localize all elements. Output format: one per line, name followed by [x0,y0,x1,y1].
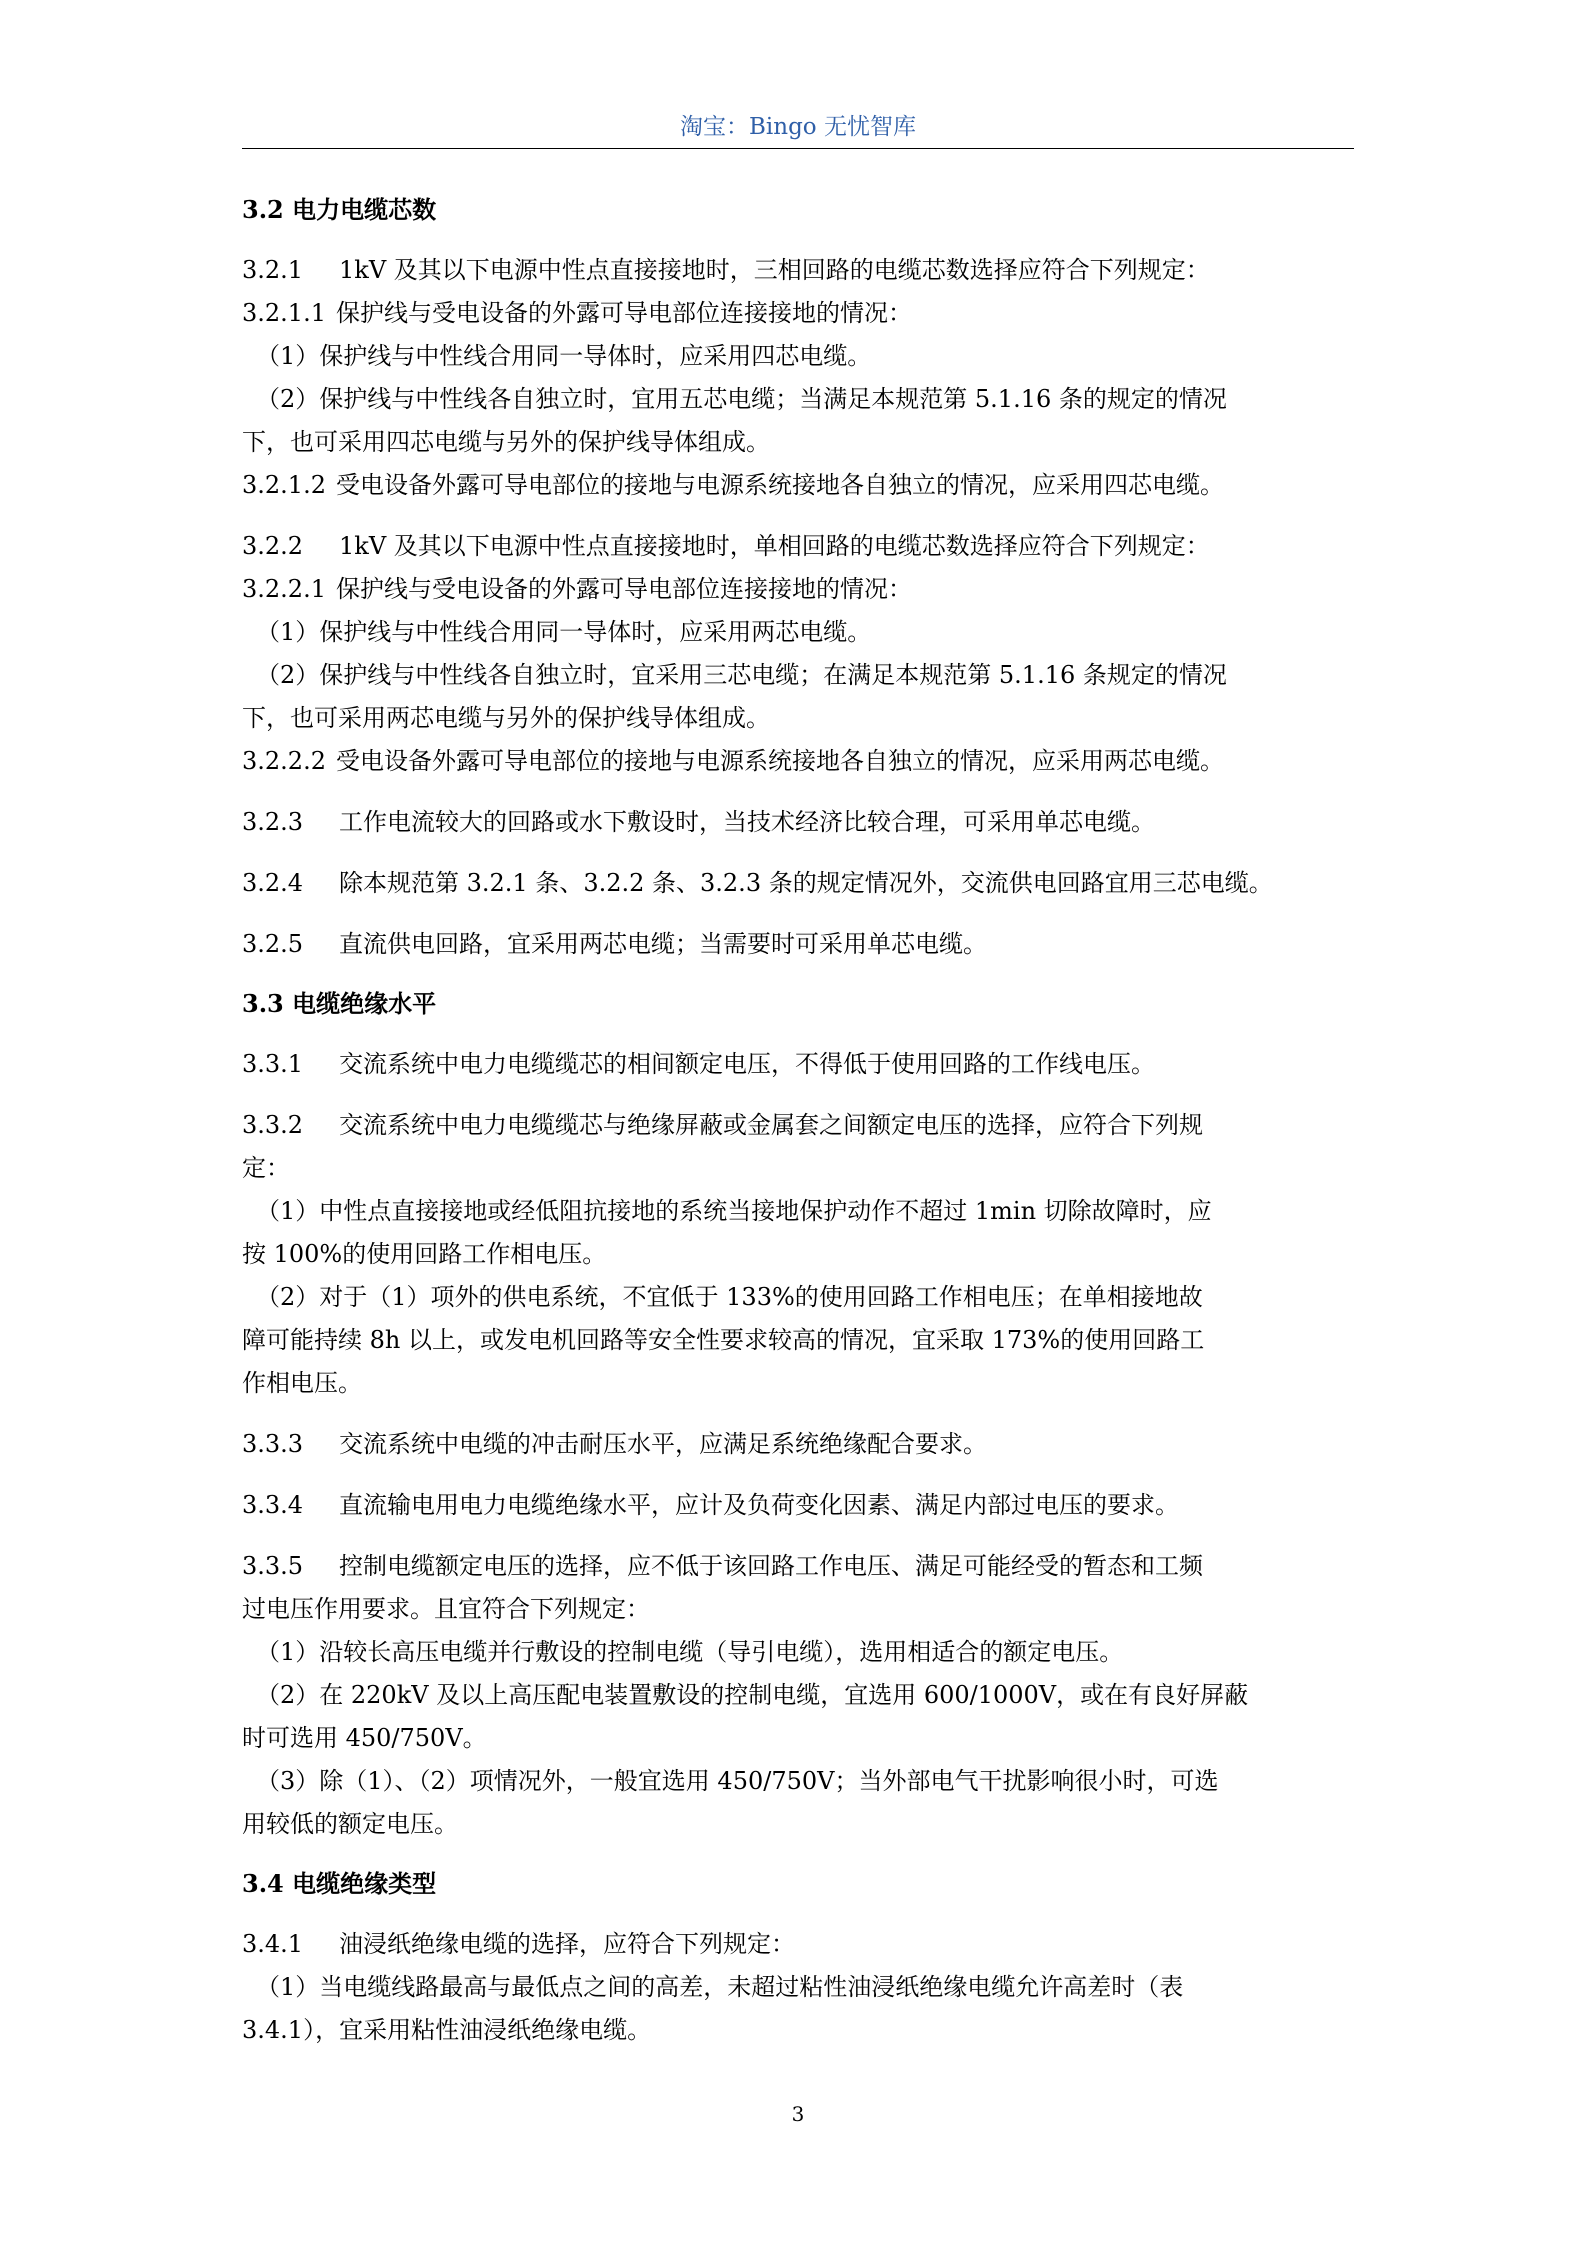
continuation-line: 过电压作用要求。且宜符合下列规定： [242,1595,650,1623]
clause-line [242,249,1354,292]
subclause-line [242,292,1354,335]
clause-number: 3.3.5 [242,1552,304,1580]
clause-line [242,1484,1354,1527]
clause-line [242,1104,1354,1147]
clause-number: 3.2.3 [242,808,304,836]
section-heading: 3.2 电力电缆芯数 [242,195,437,224]
clause-line [242,1545,1354,1588]
continuation-line: 下，也可采用两芯电缆与另外的保护线导体组成。 [242,704,770,732]
subclause-line [242,568,1354,611]
clause-line [242,1923,1354,1966]
clause-text: 工作电流较大的回路或水下敷设时，当技术经济比较合理，可采用单芯电缆。 [339,808,1155,836]
clause-number: 3.3.4 [242,1491,304,1519]
continuation-line: 作相电压。 [242,1369,362,1397]
clause-line [242,525,1354,568]
clause-number: 3.2.1.2 [242,471,326,499]
clause-text: 受电设备外露可导电部位的接地与电源系统接地各自独立的情况，应采用两芯电缆。 [336,747,1224,775]
section-heading: 3.3 电缆绝缘水平 [242,989,437,1018]
clause-text: 交流系统中电缆的冲击耐压水平，应满足系统绝缘配合要求。 [339,1430,987,1458]
clause-line [242,801,1354,844]
clause-number: 3.2.4 [242,869,304,897]
clause-number: 3.4.1 [242,1930,304,1958]
clause-text: 保护线与受电设备的外露可导电部位连接接地的情况： [336,299,912,327]
clause-text: 直流输电用电力电缆绝缘水平，应计及负荷变化因素、满足内部过电压的要求。 [339,1491,1179,1519]
list-item: （1）沿较长高压电缆并行敷设的控制电缆（导引电缆），选用相适合的额定电压。 [256,1638,1124,1666]
document-body [242,188,1354,2052]
clause-text: 保护线与受电设备的外露可导电部位连接接地的情况： [336,575,912,603]
list-item: （3）除（1）、（2）项情况外，一般宜选用 450/750V；当外部电气干扰影响很小时，可选 [256,1767,1219,1795]
list-item: （1）中性点直接接地或经低阻抗接地的系统当接地保护动作不超过 1min 切除故障时，应 [256,1197,1212,1225]
clause-number: 3.3.1 [242,1050,304,1078]
clause-text: 交流系统中电力电缆缆芯与绝缘屏蔽或金属套之间额定电压的选择，应符合下列规 [339,1111,1203,1139]
continuation-line: 用较低的额定电压。 [242,1810,458,1838]
clause-number: 3.3.2 [242,1111,304,1139]
clause-line [242,923,1354,966]
list-item: （1）保护线与中性线合用同一导体时，应采用四芯电缆。 [256,342,872,370]
section-heading: 3.4 电缆绝缘类型 [242,1869,437,1898]
clause-text: 受电设备外露可导电部位的接地与电源系统接地各自独立的情况，应采用四芯电缆。 [336,471,1224,499]
continuation-line: 时可选用 450/750V。 [242,1724,487,1752]
clause-line [242,1043,1354,1086]
continuation-line: 按 100%的使用回路工作相电压。 [242,1240,607,1268]
clause-number: 3.2.1.1 [242,299,326,327]
list-item: （2）对于（1）项外的供电系统，不宜低于 133%的使用回路工作相电压；在单相接地故 [256,1283,1203,1311]
clause-text: 直流供电回路，宜采用两芯电缆；当需要时可采用单芯电缆。 [339,930,987,958]
clause-number: 3.2.5 [242,930,304,958]
clause-text: 交流系统中电力电缆缆芯的相间额定电压，不得低于使用回路的工作线电压。 [339,1050,1155,1078]
continuation-line: 障可能持续 8h 以上，或发电机回路等安全性要求较高的情况，宜采取 173%的使用回路工 [242,1326,1205,1354]
list-item: （2）保护线与中性线各自独立时，宜采用三芯电缆；在满足本规范第 5.1.16 条规定的情况 [256,661,1227,689]
clause-number: 3.2.2.2 [242,747,326,775]
clause-text: 1kV 及其以下电源中性点直接接地时，单相回路的电缆芯数选择应符合下列规定： [339,532,1210,560]
clause-line [242,862,1354,905]
clause-text: 油浸纸绝缘电缆的选择，应符合下列规定： [339,1930,795,1958]
continuation-line: 定： [242,1154,290,1182]
subclause-line [242,740,1354,783]
subclause-line [242,464,1354,507]
page-header: 淘宝：Bingo 无忧智库 [680,114,916,140]
clause-number: 3.2.2.1 [242,575,326,603]
list-item: （2）在 220kV 及以上高压配电装置敷设的控制电缆，宜选用 600/1000V，或在有良好屏蔽 [256,1681,1249,1709]
clause-number: 3.2.1 [242,256,304,284]
page-number: 3 [791,2102,805,2126]
header-divider [242,148,1354,149]
clause-text: 除本规范第 3.2.1 条、3.2.2 条、3.2.3 条的规定情况外，交流供电回路宜用三芯电缆。 [339,869,1273,897]
continuation-line: 下，也可采用四芯电缆与另外的保护线导体组成。 [242,428,770,456]
clause-number: 3.2.2 [242,532,304,560]
clause-line [242,1423,1354,1466]
clause-number: 3.3.3 [242,1430,304,1458]
list-item: （2）保护线与中性线各自独立时，宜用五芯电缆；当满足本规范第 5.1.16 条的规定的情况 [256,385,1227,413]
list-item: （1）当电缆线路最高与最低点之间的高差，未超过粘性油浸纸绝缘电缆允许高差时（表 [256,1973,1184,2001]
clause-text: 控制电缆额定电压的选择，应不低于该回路工作电压、满足可能经受的暂态和工频 [339,1552,1203,1580]
continuation-line: 3.4.1），宜采用粘性油浸纸绝缘电缆。 [242,2016,652,2044]
clause-text: 1kV 及其以下电源中性点直接接地时，三相回路的电缆芯数选择应符合下列规定： [339,256,1210,284]
list-item: （1）保护线与中性线合用同一导体时，应采用两芯电缆。 [256,618,872,646]
